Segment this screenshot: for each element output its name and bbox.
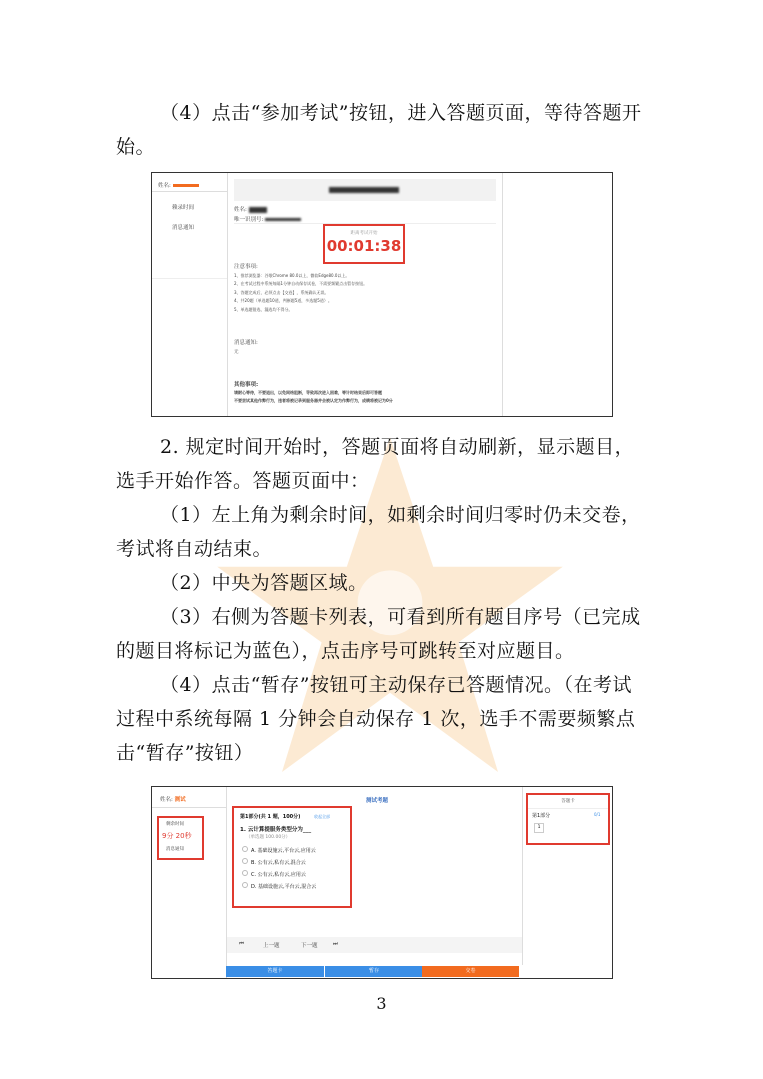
question-meta: （单选题 100.00分）: [246, 835, 291, 840]
part-title: 第1部分(共 1 题，100分): [240, 814, 301, 820]
collect-link[interactable]: 收起全部: [314, 814, 330, 819]
exam-waiting-screenshot: [151, 172, 613, 417]
countdown-label: 距离考试开始: [350, 231, 378, 236]
option-b[interactable]: B. 公有云,私有云,混合云: [242, 857, 316, 869]
name-value: 测试: [174, 797, 186, 803]
page-number: 3: [376, 994, 387, 1013]
name-label: 姓名:: [158, 183, 171, 189]
notice-title: 注意事项:: [234, 264, 258, 270]
id-field: 唯一识别号:: [234, 215, 301, 223]
option-d[interactable]: D. 基础设施云,平台云,混合云: [242, 881, 316, 893]
answer-card: [526, 793, 610, 845]
answer-card-part: 第1部分: [532, 813, 551, 819]
answer-area: [232, 806, 352, 908]
sidebar: [152, 173, 228, 416]
sidebar-item-message[interactable]: 消息通知: [172, 225, 195, 231]
exam-title: 测试考题: [365, 798, 388, 804]
options-list: [242, 845, 316, 893]
next-question-button[interactable]: 下一题: [301, 943, 318, 949]
paragraph-item-2: （2）中央为答题区域。: [160, 572, 368, 594]
countdown-value: 00:01:38: [326, 237, 402, 255]
paragraph-section-2: 2. 规定时间开始时，答题页面将自动刷新，显示题目，选手开始作答。答题页面中：: [116, 436, 635, 492]
name-field: 姓名:: [234, 205, 267, 213]
save-button[interactable]: 暂存: [324, 966, 423, 977]
answer-card-title: 答题卡: [561, 799, 575, 804]
paragraph-item-3: （3）右侧为答题卡列表，可看到所有题目序号（已完成的题目将标记为蓝色），点击序号可跳转至对应题目。: [116, 606, 641, 662]
countdown-box: [323, 224, 405, 264]
remaining-time-box: 剩余时间 9分 20秒 消息通知: [157, 816, 204, 860]
option-a[interactable]: A. 基础设施云,平台云,应用云: [242, 845, 316, 857]
answer-card-button[interactable]: 答题卡: [226, 966, 324, 977]
other-section: 其他事项: 请耐心等待，不要退出，以免网络阻断，导致再次进入困难，等计时结束后即可答题 不要尝试其他作弊行为，违者将被记录到服务器并会被认定为作弊行为，成绩将被记为0分: [234, 382, 393, 403]
prev-question-button[interactable]: 上一题: [263, 943, 280, 949]
option-c[interactable]: C. 公有云,私有云,应用云: [242, 869, 316, 881]
sidebar-item-time[interactable]: 赖录时间: [172, 205, 195, 211]
answer-card-count: 0/1: [594, 812, 601, 817]
paragraph-step-4: （4）点击“参加考试”按钮，进入答题页面，等待答题开始。: [116, 102, 642, 158]
remaining-time-value: 9分 20秒: [162, 832, 192, 840]
question-text: 1. 云计算提服务类型分为___: [240, 827, 312, 833]
notice-section: 注意事项: 1、推荐浏览器：谷歌Chrome 80.0以上，微软Edge80.0以上。 2、在考试过程中系统每隔1分钟自动保存试卷，不需要频繁点击暂存按钮。 3、答题完成后，必须点击【交卷】，系统确认无误。 4、共20题（单选题10道，判断题5道，多选题5道）。 5、单选题错选、漏选均不得分。: [234, 263, 499, 314]
name-label: 姓名:: [160, 797, 173, 803]
submit-button[interactable]: 交卷: [422, 966, 519, 977]
first-question-button[interactable]: ⏮: [239, 941, 244, 947]
message-section: 消息通知: 无: [234, 340, 258, 355]
paragraph-item-4: （4）点击“暂存”按钮可主动保存已答题情况。（在考试过程中系统每隔 1 分钟会自动保存 1 次，选手不需要频繁点击“暂存”按钮）: [116, 674, 636, 764]
answer-card-item-1[interactable]: 1: [534, 823, 544, 833]
exam-title-bar: [234, 179, 496, 201]
paragraph-item-1: （1）左上角为剩余时间，如剩余时间归零时仍未交卷，考试将自动结束。: [116, 504, 641, 560]
question-nav: [227, 937, 522, 953]
last-question-button[interactable]: ⏭: [333, 941, 338, 947]
message-link: 消息通知: [166, 847, 184, 852]
